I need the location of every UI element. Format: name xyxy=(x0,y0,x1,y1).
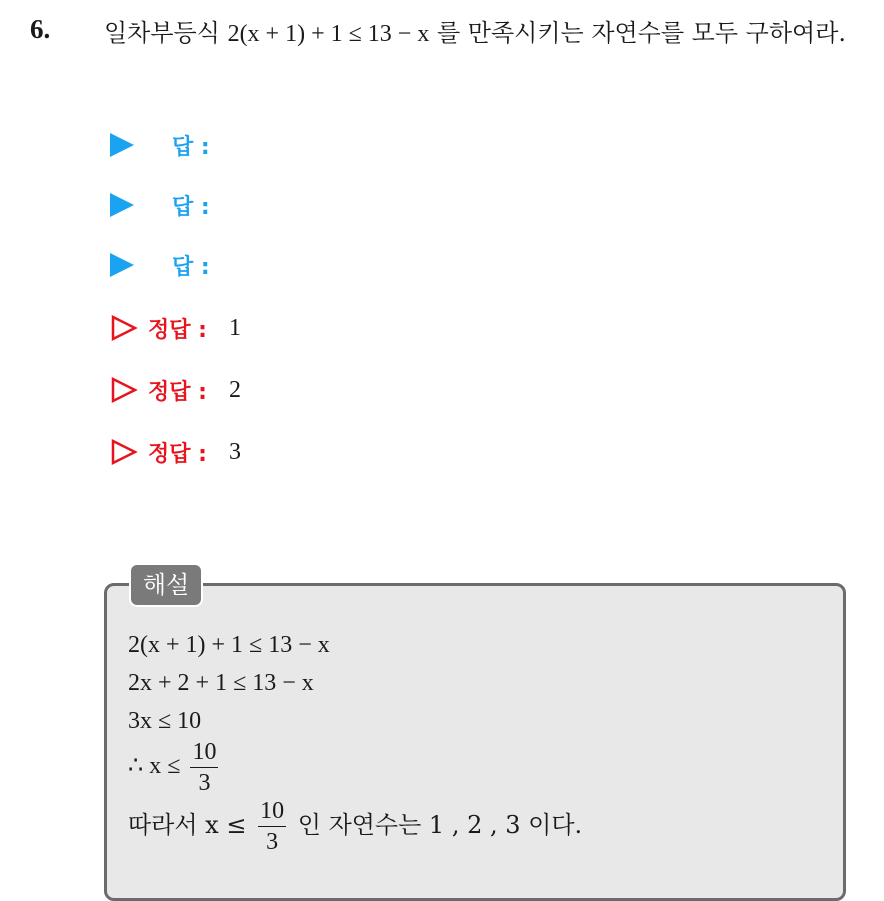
fraction-numerator: 10 xyxy=(258,799,286,827)
solution-therefore: ∴ x ≤ xyxy=(128,753,181,780)
solution-line: 3x ≤ 10 xyxy=(128,708,202,734)
fraction-numerator: 10 xyxy=(190,740,218,768)
solution-content xyxy=(128,626,582,856)
correct-value: 2 xyxy=(228,376,241,403)
play-icon xyxy=(110,133,134,157)
answer-row-1[interactable] xyxy=(110,125,210,165)
correct-row-3 xyxy=(110,432,241,472)
correct-label: 정답 : xyxy=(148,317,207,343)
answer-row-2[interactable] xyxy=(110,185,210,225)
correct-value: 1 xyxy=(228,314,241,341)
outline-triangle-icon xyxy=(110,314,138,342)
play-icon xyxy=(110,253,134,277)
answer-label: 답 : xyxy=(172,194,210,220)
outline-triangle-icon xyxy=(110,438,138,466)
solution-line xyxy=(128,739,582,796)
solution-tag: 해설 xyxy=(129,563,203,607)
solution-line: 2x + 2 + 1 ≤ 13 − x xyxy=(128,670,314,696)
solution-conclusion-suffix: 인 자연수는 1 , 2 , 3 이다. xyxy=(297,811,583,839)
play-icon xyxy=(110,193,134,217)
answer-label: 답 : xyxy=(172,254,210,280)
solution-conclusion xyxy=(128,794,582,856)
fraction-denominator: 3 xyxy=(266,829,279,855)
question-inequality: 2(x + 1) + 1 ≤ 13 − x xyxy=(227,21,430,47)
correct-row-2 xyxy=(110,370,241,410)
fraction-denominator: 3 xyxy=(198,770,211,796)
correct-row-1 xyxy=(110,308,241,348)
answer-label: 답 : xyxy=(172,134,210,160)
correct-label: 정답 : xyxy=(148,441,207,467)
fraction xyxy=(190,740,218,795)
question-text-before: 일차부등식 xyxy=(104,19,228,47)
fraction xyxy=(258,799,286,854)
outline-triangle-icon xyxy=(110,376,138,404)
correct-label: 정답 : xyxy=(148,379,207,405)
question-text xyxy=(104,12,874,55)
question-text-after: 를 만족시키는 자연수를 모두 구하여라. xyxy=(429,19,847,47)
question-number: 6. xyxy=(30,14,51,44)
answer-row-3[interactable] xyxy=(110,245,210,285)
correct-value: 3 xyxy=(228,438,241,465)
solution-line: 2(x + 1) + 1 ≤ 13 − x xyxy=(128,632,330,658)
solution-conclusion-prefix: 따라서 x ≤ xyxy=(128,811,247,839)
